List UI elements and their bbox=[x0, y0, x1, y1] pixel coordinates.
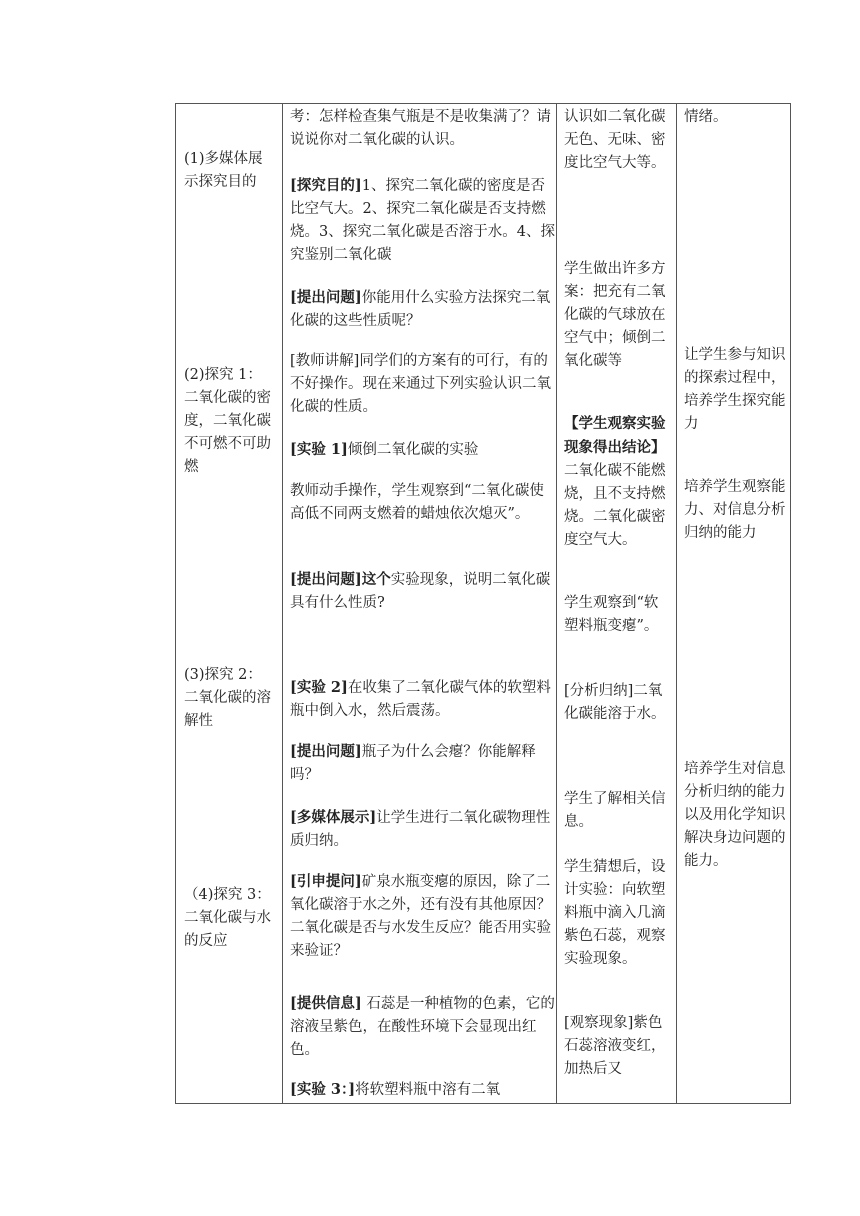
experiment-tag: [实验 2] bbox=[290, 679, 348, 696]
question-tag: [提出问题] bbox=[290, 289, 362, 306]
student-activity-4: 学生观察到“软塑料瓶变瘪”。 bbox=[564, 595, 659, 634]
question-3 bbox=[290, 740, 558, 787]
column-divider bbox=[676, 104, 677, 1103]
multimedia-display bbox=[290, 806, 558, 853]
experiment-text: 倾倒二氧化碳的实验 bbox=[347, 442, 479, 458]
intro-text: 考：怎样检查集气瓶是不是收集满了？请说说你对二氧化碳的认识。 bbox=[290, 109, 551, 148]
intent-4: 培养学生对信息分析归纳的能力以及用化学知识解决身边问题的能力。 bbox=[684, 761, 786, 869]
student-activity-5: [分析归纳]二氧化碳能溶于水。 bbox=[564, 683, 666, 722]
goal-text: 1、探究二氧化碳的密度是否比空气大。2、探究二氧化碳是否支持燃烧。3、探究二氧化碳是否溶于水。4、探究鉴别二氧化碳 bbox=[290, 178, 555, 263]
column-divider bbox=[282, 104, 283, 1103]
step-4: （4)探究 3：二氧化碳与水的反应 bbox=[184, 887, 271, 949]
goal-tag: [探究目的] bbox=[290, 177, 362, 194]
student-activity-7: 学生猜想后，设计实验：向软塑料瓶中滴入几滴紫色石蕊，观察实验现象。 bbox=[564, 859, 666, 967]
intent-1: 情绪。 bbox=[684, 109, 728, 125]
extend-text: 矿泉水瓶变瘪的原因，除了二氧化碳溶于水之外，还有没有其他原因？二氧化碳是否与水发生反应？能否用实验来验证？ bbox=[290, 874, 551, 959]
experiment-1 bbox=[290, 438, 558, 462]
step-2: (2)探究 1：二氧化碳的密度，二氧化碳不可燃不可助燃 bbox=[184, 367, 271, 475]
question-1 bbox=[290, 286, 558, 333]
experiment-2 bbox=[290, 676, 558, 723]
step-3: (3)探究 2：二氧化碳的溶解性 bbox=[184, 667, 271, 729]
intent-3: 培养学生观察能力、对信息分析归纳的能力 bbox=[684, 479, 786, 541]
lesson-table bbox=[175, 103, 791, 1104]
experiment-tag: [实验 1] bbox=[290, 441, 348, 458]
teacher-demo: 教师动手操作，学生观察到“二氧化碳使高低不同两支燃着的蜡烛依次熄灭”。 bbox=[290, 483, 544, 522]
goal-paragraph bbox=[290, 174, 558, 267]
media-tag: [多媒体展示] bbox=[290, 809, 377, 826]
question-text: 你能用什么实验方法探究二氧化碳的这些性质呢？ bbox=[290, 290, 551, 329]
student-activity-1: 认识如二氧化碳无色、无味、密度比空气大等。 bbox=[564, 109, 666, 171]
student-activity-2: 学生做出许多方案：把充有二氧化碳的气球放在空气中；倾倒二氧化碳等 bbox=[564, 261, 666, 369]
step-1: (1)多媒体展示探究目的 bbox=[184, 151, 263, 190]
question-tag: [提出问题] bbox=[290, 743, 362, 760]
info-text: 石蕊是一种植物的色素，它的溶液呈紫色，在酸性环境下会显现出红色。 bbox=[290, 996, 555, 1058]
extend-tag: [引申提问] bbox=[290, 873, 362, 890]
teacher-explanation: [教师讲解]同学们的方案有的可行，有的不好操作。现在来通过下列实验认识二氧化碳的性质。 bbox=[290, 353, 551, 415]
question-text: 瓶子为什么会瘪？你能解释吗？ bbox=[290, 744, 536, 783]
question-2 bbox=[290, 568, 558, 615]
provided-info bbox=[290, 992, 558, 1062]
student-conclusion bbox=[564, 412, 672, 552]
student-activity-8: [观察现象]紫色石蕊溶液变红，加热后又 bbox=[564, 1015, 666, 1077]
experiment-tag: [实验 3：] bbox=[290, 1081, 356, 1098]
conclusion-tag: 【学生观察实验现象得出结论】 bbox=[564, 415, 666, 456]
question-text: 实验现象，说明二氧化碳具有什么性质? bbox=[290, 572, 551, 611]
media-text: 让学生进行二氧化碳物理性质归纳。 bbox=[290, 810, 551, 849]
conclusion-text: 二氧化碳不能燃烧，且不支持燃烧。二氧化碳密度空气大。 bbox=[564, 463, 666, 548]
experiment-text: 在收集了二氧化碳气体的软塑料瓶中倒入水，然后震荡。 bbox=[290, 680, 551, 719]
extended-question bbox=[290, 870, 558, 963]
experiment-text: 将软塑料瓶中溶有二氧 bbox=[355, 1082, 501, 1098]
intent-2: 让学生参与知识的探索过程中，培养学生探究能力 bbox=[684, 347, 786, 432]
student-activity-6: 学生了解相关信息。 bbox=[564, 791, 666, 830]
experiment-3 bbox=[290, 1078, 558, 1102]
question-tag: [提出问题] bbox=[290, 571, 362, 588]
question-bold: 这个 bbox=[361, 571, 391, 588]
info-tag: [提供信息] bbox=[290, 995, 362, 1012]
